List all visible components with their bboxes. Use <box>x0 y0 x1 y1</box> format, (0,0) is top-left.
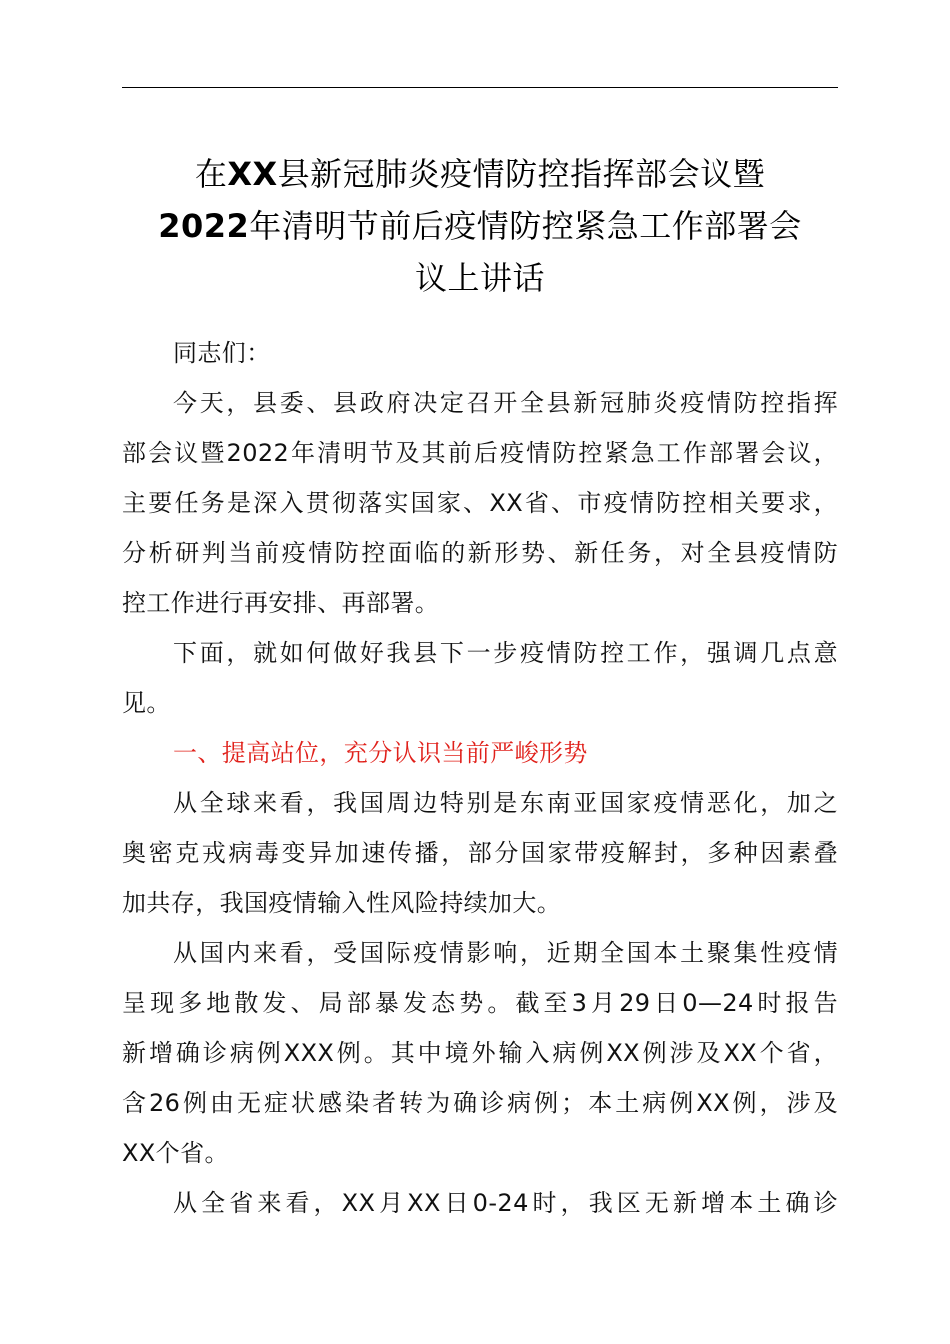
title-line-2: 2022年清明节前后疫情防控紧急工作部署会 <box>158 207 802 245</box>
paragraph-province: 从全省来看，XX月XX日0-24时，我区无新增本土确诊 <box>173 1189 838 1217</box>
title-bold-year: 2022 <box>158 207 250 245</box>
section-heading: 一、提高站位，充分认识当前严峻形势 <box>173 739 588 767</box>
paragraph-global: 从全球来看，我国周边特别是东南亚国家疫情恶化，加之 奥密克戎病毒变异加速传播，部分国家带疫解封，多种因素叠 加共存，我国疫情输入性风险持续加大。 <box>122 789 838 917</box>
paragraph-outline: 下面，就如何做好我县下一步疫情防控工作，强调几点意 见。 <box>122 639 838 717</box>
paragraph-domestic: 从国内来看，受国际疫情影响，近期全国本土聚集性疫情 呈现多地散发、局部暴发态势。截至3月29日0—24时报告 新增确诊病例XXX例。其中境外输入病例XX例涉及XX个省， 含26例由无症状感染者转为确诊病例；本土病例XX例，涉及 XX个省。 <box>122 939 838 1167</box>
paragraph-intro: 今天，县委、县政府决定召开全县新冠肺炎疫情防控指挥 部会议暨2022年清明节及其前后疫情防控紧急工作部署会议， 主要任务是深入贯彻落实国家、XX省、市疫情防控相关要求， 分析研判当前疫情防控面临的新形势、新任务，对全县疫情防 控工作进行再安排、再部署。 <box>122 389 838 617</box>
title-line-1: 在XX县新冠肺炎疫情防控指挥部会议暨 <box>194 155 766 193</box>
salutation: 同志们： <box>173 339 271 367</box>
title-line-3: 议上讲话 <box>414 259 545 297</box>
document-body <box>122 328 838 1228</box>
document-title <box>122 148 838 304</box>
title-bold-county: XX <box>227 155 278 193</box>
header-rule <box>122 87 838 88</box>
